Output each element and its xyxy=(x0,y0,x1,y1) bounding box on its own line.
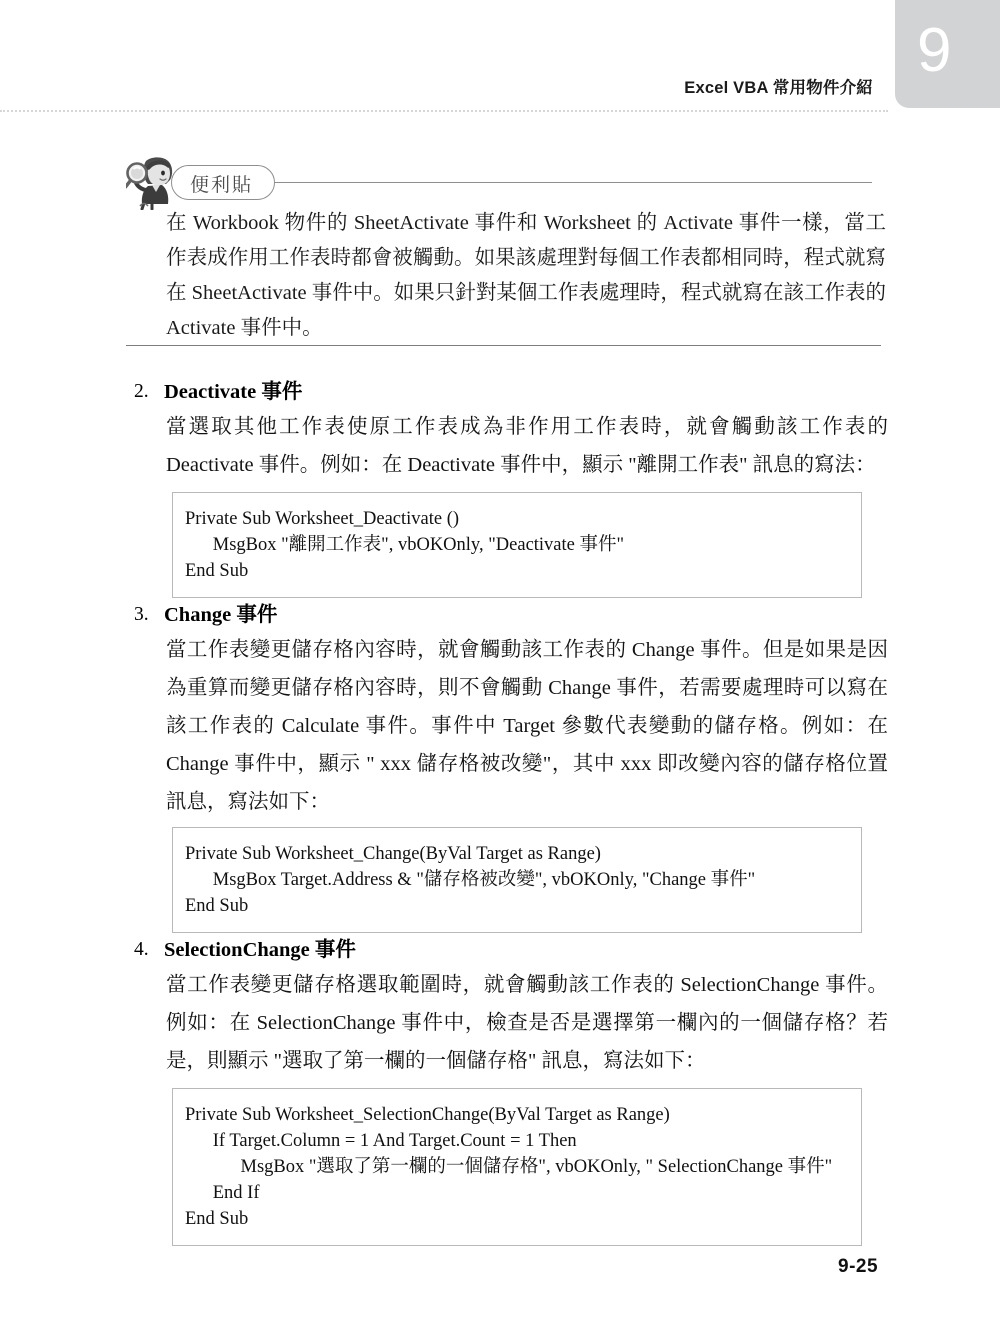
tip-box-label: 便利貼 xyxy=(190,175,254,196)
section-heading-text: SelectionChange 事件 xyxy=(164,939,356,961)
section-body: 當選取其他工作表使原工作表成為非作用工作表時，就會觸動該工作表的 Deactivate 事件。例如：在 Deactivate 事件中，顯示 "離開工作表" 訊息的寫法： xyxy=(166,416,888,476)
section-deactivate xyxy=(126,378,888,484)
code-line: If Target.Column = 1 And Target.Count = 1 Then xyxy=(185,1131,577,1151)
section-change xyxy=(126,601,888,821)
chapter-number: 9 xyxy=(917,16,952,85)
section-body: 當工作表變更儲存格內容時，就會觸動該工作表的 Change 事件。但是如果是因為重算而變更儲存格內容時，則不會觸動 Change 事件，若需要處理時可以寫在該工作表的 Calculate 事件。事件中 Target 參數代表變動的儲存格。例如：在 Change 事件中，顯示 " xxx 儲存格被改變"，其中 xxx 即改變內容的儲存格位置訊息，寫法如下： xyxy=(166,639,888,813)
header-title: Excel VBA 常用物件介紹 xyxy=(684,79,873,97)
section-number: 3. xyxy=(134,604,149,625)
page-number: 9-25 xyxy=(838,1256,879,1277)
section-number: 2. xyxy=(134,381,149,402)
code-line: End Sub xyxy=(185,896,249,916)
section-heading-text: Deactivate 事件 xyxy=(164,381,303,403)
section-number: 4. xyxy=(134,939,149,960)
code-line: MsgBox "選取了第一欄的一個儲存格", vbOKOnly, " SelectionChange 事件" xyxy=(185,1157,833,1177)
tip-box-top-rule xyxy=(246,182,872,183)
code-line: MsgBox "離開工作表", vbOKOnly, "Deactivate 事件" xyxy=(185,535,625,555)
code-block-deactivate xyxy=(172,492,862,598)
code-line: End Sub xyxy=(185,1209,249,1229)
header-divider xyxy=(0,110,888,112)
tip-box-bottom-rule xyxy=(126,345,881,346)
page-header xyxy=(0,0,1000,112)
chapter-badge xyxy=(895,0,1000,108)
tip-box-body: 在 Workbook 物件的 SheetActivate 事件和 Worksheet 的 Activate 事件一樣，當工作表成作用工作表時都會被觸動。如果該處理對每個工作表都相同時，程式就寫在 SheetActivate 事件中。如果只針對某個工作表處理時，程式就寫在該工作表的 Activate 事件中。 xyxy=(166,212,886,339)
section-selectionchange xyxy=(126,936,888,1080)
code-line: End If xyxy=(185,1183,260,1203)
code-line: Private Sub Worksheet_SelectionChange(ByVal Target as Range) xyxy=(185,1105,670,1125)
section-body: 當工作表變更儲存格選取範圍時，就會觸動該工作表的 SelectionChange 事件。例如：在 SelectionChange 事件中，檢查是否是選擇第一欄內的一個儲存格？若是，則顯示 "選取了第一欄的一個儲存格" 訊息，寫法如下： xyxy=(166,974,888,1072)
code-block-selectionchange xyxy=(172,1088,862,1246)
code-line: End Sub xyxy=(185,561,249,581)
code-line: Private Sub Worksheet_Deactivate () xyxy=(185,509,460,529)
code-line: MsgBox Target.Address & "儲存格被改變", vbOKOnly, "Change 事件" xyxy=(185,870,756,890)
section-heading-text: Change 事件 xyxy=(164,604,278,626)
code-block-change xyxy=(172,827,862,933)
code-line: Private Sub Worksheet_Change(ByVal Target as Range) xyxy=(185,844,601,864)
